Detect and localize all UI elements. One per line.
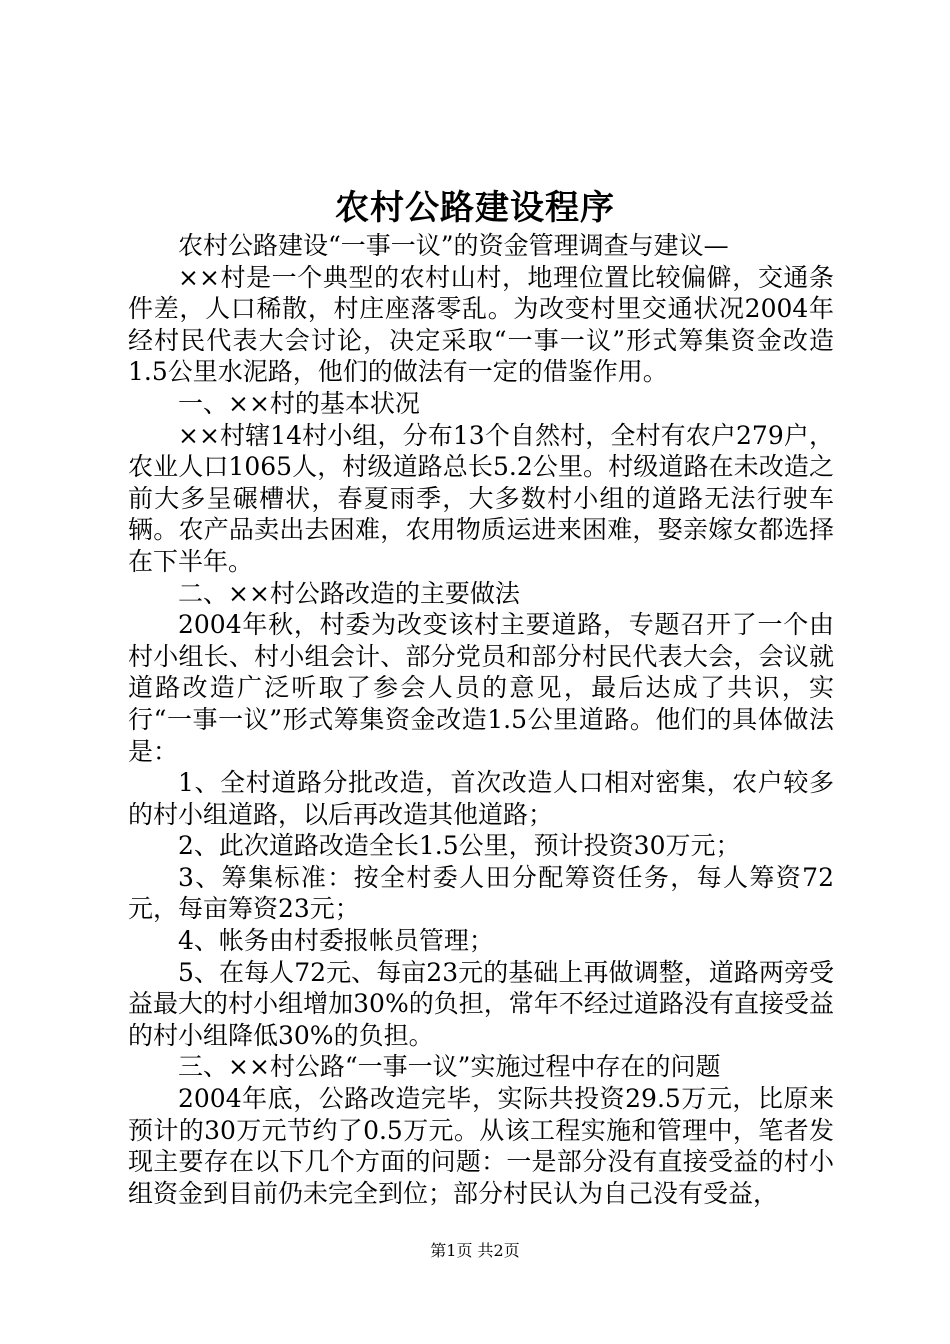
page-number-footer: 第1页 共2页 — [430, 1241, 520, 1260]
paragraph-intro: ××村是一个典型的农村山村，地理位置比较偏僻，交通条件差，人口稀散，村庄座落零乱。为改变村里交通状况2004年经村民代表大会讨论，决定采取“一事一议”形式筹集资金改造1.5公里水泥路，他们的做法有一定的借鉴作用。 — [128, 262, 834, 387]
list-item-3: 3、筹集标准：按全村委人田分配筹资任务，每人筹资72元，每亩筹资23元； — [128, 862, 834, 924]
document-title: 农村公路建设程序 — [335, 188, 615, 228]
section-heading-3: 三、××村公路“一事一议”实施过程中存在的问题 — [178, 1052, 721, 1082]
paragraph-main-practice: 2004年秋，村委为改变该村主要道路，专题召开了一个由村小组长、村小组会计、部分党员和部分村民代表大会，会议就道路改造广泛听取了参会人员的意见，最后达成了共识，实行“一事一议”形式筹集资金改造1.5公里道路。他们的具体做法是： — [128, 610, 834, 766]
list-item-2: 2、此次道路改造全长1.5公里，预计投资30万元； — [178, 831, 741, 861]
list-item-1: 1、全村道路分批改造，首次改造人口相对密集，农户较多的村小组道路，以后再改造其他道路； — [128, 768, 834, 829]
section-heading-2: 二、××村公路改造的主要做法 — [178, 578, 520, 608]
paragraph-subtitle: 农村公路建设“一事一议”的资金管理调查与建议— — [178, 231, 729, 260]
list-item-5: 5、在每人72元、每亩23元的基础上再做调整，道路两旁受益最大的村小组增加30%的负担，常年不经过道路没有直接受益的村小组降低30%的负担。 — [128, 957, 834, 1050]
document-body — [128, 230, 834, 1209]
paragraph-basic-status: ××村辖14村小组，分布13个自然村，全村有农户279户，农业人口1065人，村级道路总长5.2公里。村级道路在未改造之前大多呈碾槽状，春夏雨季，大多数村小组的道路无法行驶车辆。农产品卖出去困难，农用物质运进来困难，娶亲嫁女都选择在下半年。 — [128, 420, 834, 576]
paragraph-problems: 2004年底，公路改造完毕，实际共投资29.5万元，比原来预计的30万元节约了0.5万元。从该工程实施和管理中，笔者发现主要存在以下几个方面的问题：一是部分没有直接受益的村小组资金到目前仍未完全到位；部分村民认为自己没有受益， — [128, 1084, 834, 1208]
section-heading-1: 一、××村的基本状况 — [178, 388, 420, 418]
list-item-4: 4、帐务由村委报帐员管理； — [178, 926, 494, 956]
